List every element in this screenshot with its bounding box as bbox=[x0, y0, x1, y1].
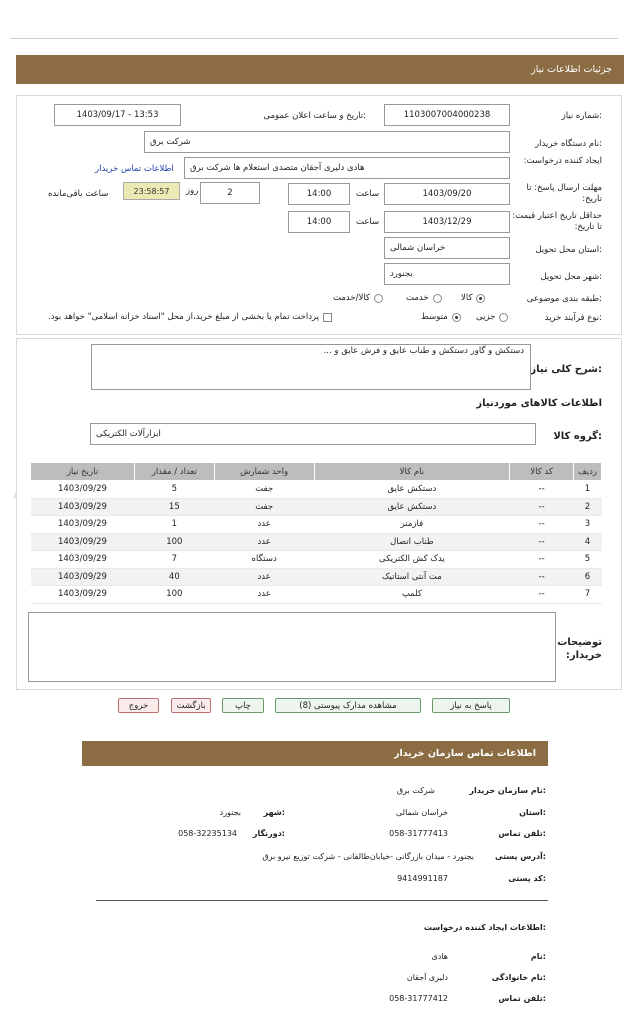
attachments-button[interactable]: مشاهده مدارک پیوستی (8) bbox=[275, 698, 421, 713]
creator-phone-label: تلفن تماس: bbox=[498, 994, 546, 1003]
creator-family: دلیری آجقان bbox=[406, 973, 448, 982]
buyer-contact-link[interactable]: اطلاعات تماس خریدار bbox=[95, 164, 174, 174]
cell-date: 1403/09/29 bbox=[31, 498, 135, 516]
city-label: شهر محل تحویل: bbox=[540, 272, 602, 282]
cell-qty: 5 bbox=[134, 481, 214, 499]
province-field: خراسان شمالی bbox=[384, 237, 510, 259]
validity-label: حداقل تاریخ اعتبار قیمت: تا تاریخ: bbox=[512, 211, 602, 232]
goods-table bbox=[30, 462, 602, 604]
goods-table-wrapper bbox=[30, 462, 602, 604]
page-title: جزئيات اطلاعات نياز bbox=[531, 64, 612, 75]
creator-field: هادی دلیری آجقان متصدی استعلام ها شرکت برق bbox=[184, 157, 510, 179]
reply-time-field: 14:00 bbox=[288, 183, 350, 205]
cell-row: 1 bbox=[574, 481, 602, 499]
radio-service[interactable] bbox=[433, 294, 442, 303]
contact-divider bbox=[96, 900, 548, 901]
radio-both[interactable] bbox=[374, 294, 383, 303]
col-unit: واحد شمارش bbox=[214, 463, 314, 481]
cell-code: -- bbox=[510, 551, 574, 569]
cell-name: طناب اتصال bbox=[314, 533, 510, 551]
contact-phone-label: تلفن تماس: bbox=[498, 829, 546, 838]
cell-row: 6 bbox=[574, 568, 602, 586]
announce-label: تاریخ و ساعت اعلان عمومی: bbox=[263, 111, 366, 121]
top-divider bbox=[10, 38, 618, 39]
validity-date-field: 1403/12/29 bbox=[384, 211, 510, 233]
category-label: طبقه بندی موضوعی: bbox=[526, 294, 602, 304]
buyer-org-field: شرکت برق bbox=[144, 131, 510, 153]
process-option-medium[interactable]: متوسط bbox=[421, 312, 461, 322]
cell-code: -- bbox=[510, 568, 574, 586]
radio-minor[interactable] bbox=[499, 313, 508, 322]
contact-fax: 058-32235134 bbox=[178, 829, 237, 838]
cell-qty: 7 bbox=[134, 551, 214, 569]
validity-time-field: 14:00 bbox=[288, 211, 350, 233]
contact-org: شرکت برق bbox=[396, 786, 435, 795]
table-row bbox=[31, 586, 602, 604]
cell-row: 5 bbox=[574, 551, 602, 569]
table-row bbox=[31, 498, 602, 516]
treasury-checkbox[interactable] bbox=[323, 313, 332, 322]
goods-title: اطلاعات کالاهای موردنیاز bbox=[476, 398, 602, 409]
cell-code: -- bbox=[510, 498, 574, 516]
cell-name: دستکش عایق bbox=[314, 498, 510, 516]
table-row bbox=[31, 516, 602, 534]
category-option-goods[interactable]: کالا bbox=[461, 293, 485, 303]
back-button[interactable]: بازگشت bbox=[171, 698, 211, 713]
print-button[interactable]: چاپ bbox=[222, 698, 264, 713]
cell-unit: عدد bbox=[214, 516, 314, 534]
group-label: گروه کالا: bbox=[553, 431, 602, 442]
table-row bbox=[31, 568, 602, 586]
summary-box: دستکش و گاور دستکش و طناب عایق و فرش عایق و ... bbox=[91, 344, 531, 390]
table-row bbox=[31, 551, 602, 569]
notes-label: توضیحات خریدار: bbox=[557, 637, 602, 661]
need-number-label: شماره نیاز: bbox=[561, 111, 602, 121]
process-option-minor[interactable]: جزیی bbox=[476, 312, 508, 322]
reply-button[interactable]: پاسخ به نیاز bbox=[432, 698, 510, 713]
col-row: ردیف bbox=[574, 463, 602, 481]
cell-name: فازمتر bbox=[314, 516, 510, 534]
reply-time-label: ساعت bbox=[356, 189, 380, 199]
radio-goods[interactable] bbox=[476, 294, 485, 303]
cell-name: کلمپ bbox=[314, 586, 510, 604]
contact-fax-label: دورنگار: bbox=[252, 829, 285, 838]
cell-code: -- bbox=[510, 533, 574, 551]
page-header bbox=[16, 55, 624, 84]
reply-deadline-label: مهلت ارسال پاسخ: تا تاریخ: bbox=[526, 183, 602, 204]
goods-table-header bbox=[31, 463, 602, 481]
creator-info-title: اطلاعات ایجاد کننده درخواست: bbox=[423, 923, 546, 932]
creator-label: ایجاد کننده درخواست: bbox=[523, 156, 602, 166]
contact-postal: 9414991187 bbox=[397, 874, 448, 883]
cell-qty: 100 bbox=[134, 533, 214, 551]
days-label: روز bbox=[186, 186, 199, 196]
contact-city: بجنورد bbox=[219, 808, 241, 817]
category-option-service[interactable]: خدمت bbox=[406, 293, 442, 303]
cell-date: 1403/09/29 bbox=[31, 568, 135, 586]
cell-row: 2 bbox=[574, 498, 602, 516]
province-label: استان محل تحویل: bbox=[535, 245, 602, 255]
summary-label: شرح کلی نیاز: bbox=[530, 364, 602, 375]
col-code: کد کالا bbox=[510, 463, 574, 481]
contact-header bbox=[82, 741, 548, 766]
process-label: نوع فرآیند خرید: bbox=[544, 313, 602, 323]
payment-treasury-option[interactable]: پرداخت تمام یا بخشی از مبلغ خرید،از محل "اسناد خزانه اسلامی" خواهد بود. bbox=[48, 312, 332, 322]
cell-unit: عدد bbox=[214, 568, 314, 586]
group-field: ابزارآلات الکتریکی bbox=[90, 423, 536, 445]
exit-button[interactable]: خروج bbox=[118, 698, 159, 713]
reply-date-field: 1403/09/20 bbox=[384, 183, 510, 205]
buyer-org-label: نام دستگاه خریدار: bbox=[535, 139, 602, 149]
notes-box bbox=[28, 612, 556, 682]
cell-code: -- bbox=[510, 586, 574, 604]
col-date: تاریخ نیاز bbox=[31, 463, 135, 481]
cell-qty: 1 bbox=[134, 516, 214, 534]
cell-unit: جفت bbox=[214, 481, 314, 499]
cell-date: 1403/09/29 bbox=[31, 516, 135, 534]
cell-name: مت آنتی استاتیک bbox=[314, 568, 510, 586]
category-option-both[interactable]: کالا/خدمت bbox=[333, 293, 383, 303]
contact-province: خراسان شمالی bbox=[395, 808, 448, 817]
cell-qty: 100 bbox=[134, 586, 214, 604]
contact-phone: 058-31777413 bbox=[389, 829, 448, 838]
cell-row: 4 bbox=[574, 533, 602, 551]
cell-unit: عدد bbox=[214, 586, 314, 604]
table-row bbox=[31, 533, 602, 551]
city-field: بجنورد bbox=[384, 263, 510, 285]
contact-org-label: نام سازمان خریدار: bbox=[469, 786, 546, 795]
validity-time-label: ساعت bbox=[356, 217, 380, 227]
cell-unit: دستگاه bbox=[214, 551, 314, 569]
col-qty: تعداد / مقدار bbox=[134, 463, 214, 481]
contact-title: اطلاعات تماس سازمان خریدار bbox=[393, 748, 536, 759]
days-field: 2 bbox=[200, 182, 260, 204]
cell-unit: عدد bbox=[214, 533, 314, 551]
cell-date: 1403/09/29 bbox=[31, 481, 135, 499]
creator-phone: 058-31777412 bbox=[389, 994, 448, 1003]
remaining-label: ساعت باقی‌مانده bbox=[48, 189, 109, 199]
need-number-field: 1103007004000238 bbox=[384, 104, 510, 126]
creator-family-label: نام خانوادگی: bbox=[491, 973, 546, 982]
countdown-timer: 23:58:57 bbox=[123, 182, 180, 200]
contact-city-label: شهر: bbox=[263, 808, 285, 817]
cell-code: -- bbox=[510, 481, 574, 499]
col-name: نام کالا bbox=[314, 463, 510, 481]
contact-address-label: آدرس پستی: bbox=[495, 852, 546, 861]
radio-medium[interactable] bbox=[452, 313, 461, 322]
cell-qty: 40 bbox=[134, 568, 214, 586]
table-row bbox=[31, 481, 602, 499]
cell-unit: جفت bbox=[214, 498, 314, 516]
cell-name: یدک کش الکتریکی bbox=[314, 551, 510, 569]
creator-name: هادی bbox=[431, 952, 448, 961]
cell-row: 7 bbox=[574, 586, 602, 604]
contact-address: بجنورد - میدان بازرگانی -خیابان‌طالقانی - شرکت توزیع نیرو برق bbox=[262, 852, 474, 861]
contact-postal-label: کد پستی: bbox=[508, 874, 546, 883]
creator-name-label: نام: bbox=[530, 952, 546, 961]
cell-code: -- bbox=[510, 516, 574, 534]
cell-name: دستکش عایق bbox=[314, 481, 510, 499]
cell-date: 1403/09/29 bbox=[31, 533, 135, 551]
cell-row: 3 bbox=[574, 516, 602, 534]
cell-date: 1403/09/29 bbox=[31, 551, 135, 569]
contact-province-label: استان: bbox=[519, 808, 546, 817]
cell-qty: 15 bbox=[134, 498, 214, 516]
cell-date: 1403/09/29 bbox=[31, 586, 135, 604]
announce-field: 1403/09/17 - 13:53 bbox=[54, 104, 181, 126]
